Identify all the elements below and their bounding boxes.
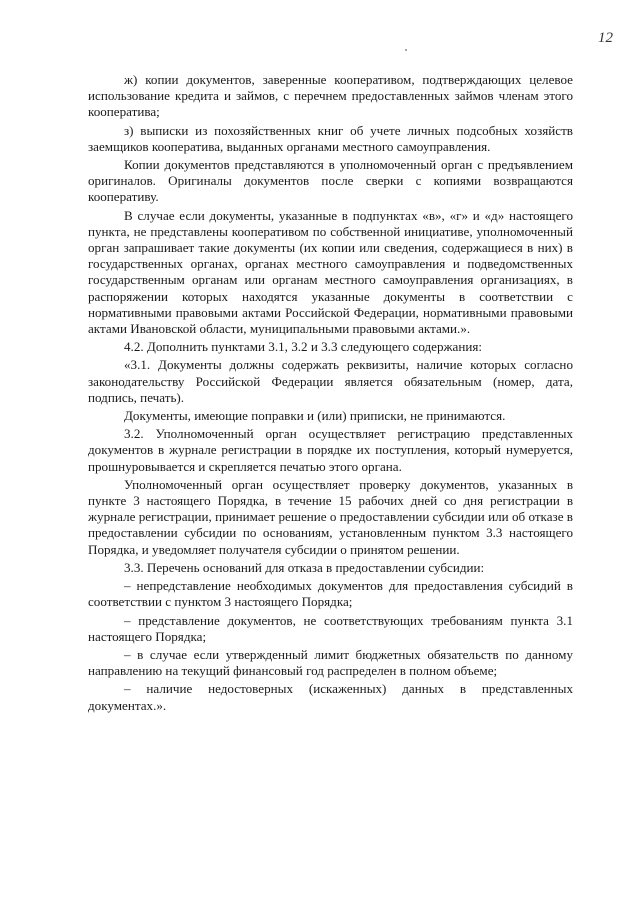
paragraph-item-z: з) выписки из похозяйственных книг об учете личных подсобных хозяйств заемщиков кооператива, выданных органами местного самоуправления. [88, 122, 573, 154]
refusal-reason-3: – в случае если утвержденный лимит бюджетных обязательств по данному направлению на текущий финансовый год распределен в полном объеме; [88, 646, 573, 679]
document-body [88, 72, 573, 716]
page-number: 12 [598, 30, 613, 46]
refusal-reason-1: – непредставление необходимых документов для предоставления субсидий в соответствии с пунктом 3 настоящего Порядка; [88, 578, 573, 610]
paragraph-corrections: Документы, имеющие поправки и (или) приписки, не принимаются. [124, 408, 506, 424]
paragraph-3-1: «3.1. Документы должны содержать реквизиты, наличие которых согласно законодательству Российской Федерации является обязательным (номер, дата, подпись, печать). [88, 357, 573, 405]
paragraph-request: В случае если документы, указанные в подпунктах «в», «г» и «д» настоящего пункта, не представлены кооперативом по собственной инициативе, уполномоченный орган запрашивает такие документы (их копии или сведения, содержащиеся в них) в государственных органах, органах местного самоуправления и подведомственных государственным органам или органам местного самоуправления организациях, в распоряжении которых находятся указанные документы в соответствии с нормативными правовыми актами Российской Федерации, нормативными правовыми актами Ивановской области, муниципальными правовыми актами.». [88, 207, 573, 337]
paragraph-4-2: 4.2. Дополнить пунктами 3.1, 3.2 и 3.3 следующего содержания: [124, 339, 483, 355]
refusal-reason-4: – наличие недостоверных (искаженных) данных в представленных документах.». [88, 681, 573, 713]
scan-speck [405, 49, 407, 51]
paragraph-3-3: 3.3. Перечень оснований для отказа в предоставлении субсидии: [124, 559, 485, 575]
refusal-reason-2: – представление документов, не соответствующих требованиям пункта 3.1 настоящего Порядка; [88, 612, 573, 644]
paragraph-verification: Уполномоченный орган осуществляет проверку документов, указанных в пункте 3 настоящего Порядка, в течение 15 рабочих дней со дня регистрации в журнале регистрации, принимает решение о предоставлении субсидии или об отказе в предоставлении субсидии по основаниям, установленным пунктом 3.3 настоящего Порядка, и уведомляет получателя субсидии о принятом решении. [88, 476, 573, 557]
paragraph-copies: Копии документов представляются в уполномоченный орган с предъявлением оригиналов. Оригиналы документов после сверки с копиями возвращаются кооперативу. [88, 157, 573, 205]
paragraph-item-zh: ж) копии документов, заверенные кооперативом, подтверждающих целевое использование кредита и займов, с перечнем предоставленных займов членам этого кооператива; [88, 72, 573, 120]
paragraph-3-2: 3.2. Уполномоченный орган осуществляет регистрацию представленных документов в журнале регистрации в порядке их поступления, который нумеруется, прошнуровывается и скрепляется печатью этого органа. [88, 426, 573, 474]
